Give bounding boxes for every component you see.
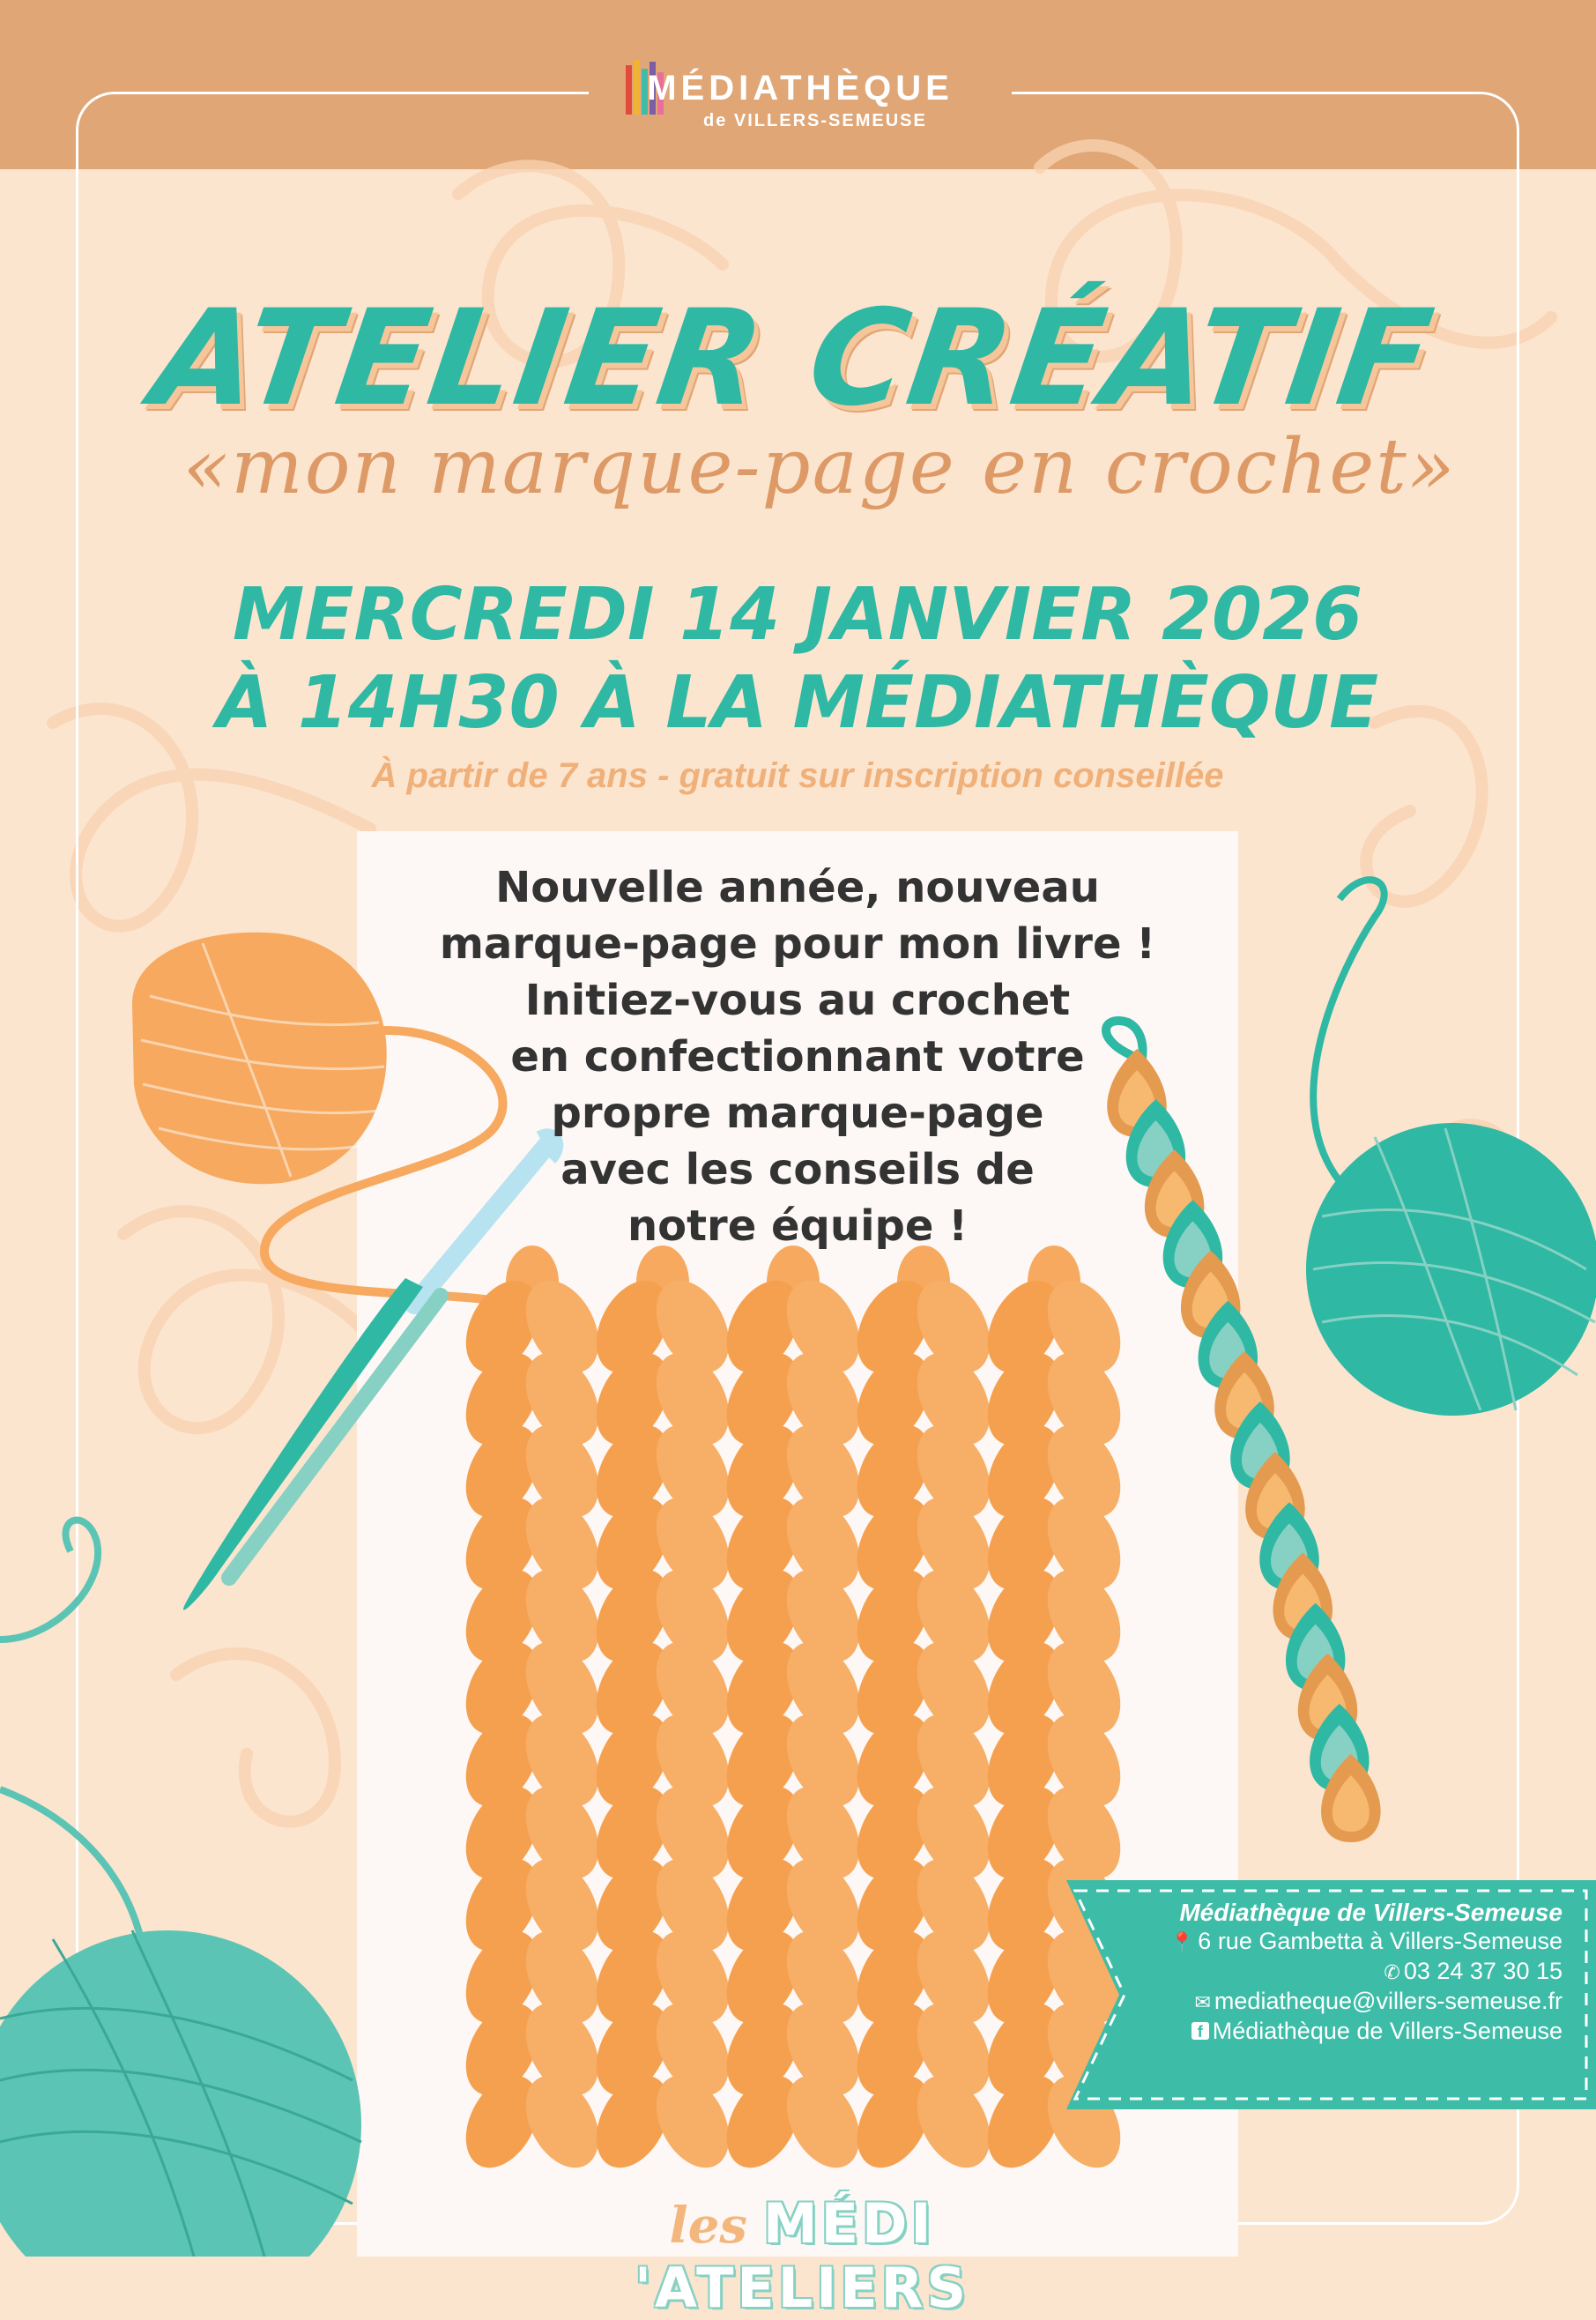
footer-prefix: les [669,2197,747,2255]
description-line: en confectionnant votre [510,1032,1085,1082]
logo-subtitle: de VILLERS-SEMEUSE [703,111,927,130]
footer-brand [494,2191,1110,2320]
event-time-place: À 14H30 À LA MÉDIATHÈQUE [216,661,1379,745]
contact-details [1170,1898,1563,2046]
location-pin-icon: 📍 [1169,1931,1195,1953]
contact-banner [1066,1880,1596,2109]
description-line: Nouvelle année, nouveau [495,863,1100,912]
phone-icon: ✆ [1384,1961,1400,1983]
envelope-icon: ✉ [1194,1991,1211,2013]
contact-email[interactable]: mediatheque@villers-semeuse.fr [1214,1988,1563,2014]
contact-phone[interactable]: 03 24 37 30 15 [1403,1958,1563,1984]
event-title: ATELIER CRÉATIF [144,282,1443,435]
contact-address: 6 rue Gambetta à Villers-Semeuse [1198,1928,1563,1954]
description-line: marque-page pour mon livre ! [439,919,1156,969]
event-subtitle: «mon marque-page en crochet» [182,423,1457,511]
description-line: notre équipe ! [627,1201,969,1251]
contact-phone-row[interactable] [1170,1957,1563,1987]
footer-brand-name: MÉDI 'ATELIERS [634,2191,970,2320]
contact-address-row [1170,1927,1563,1957]
teal-yarn-ball-bottom-icon [0,1521,361,2257]
event-tagline: À partir de 7 ans - gratuit sur inscription conseillée [371,756,1224,795]
facebook-icon: f [1191,2022,1209,2040]
contact-org: Médiathèque de Villers-Semeuse [1179,1899,1563,1926]
event-date: MERCREDI 14 JANVIER 2026 [232,573,1363,657]
contact-email-row[interactable] [1170,1987,1563,2017]
event-description [357,859,1238,1254]
contact-facebook[interactable]: Médiathèque de Villers-Semeuse [1212,2018,1563,2044]
logo-name: MÉDIATHÈQUE [647,69,954,108]
description-line: Initiez-vous au crochet [524,976,1071,1025]
knitted-swatch-icon [451,1246,1135,2180]
teal-yarn-ball-icon [1306,880,1596,1416]
description-line: avec les conseils de [560,1145,1035,1194]
description-line: propre marque-page [551,1089,1044,1138]
contact-facebook-row[interactable] [1170,2017,1563,2046]
